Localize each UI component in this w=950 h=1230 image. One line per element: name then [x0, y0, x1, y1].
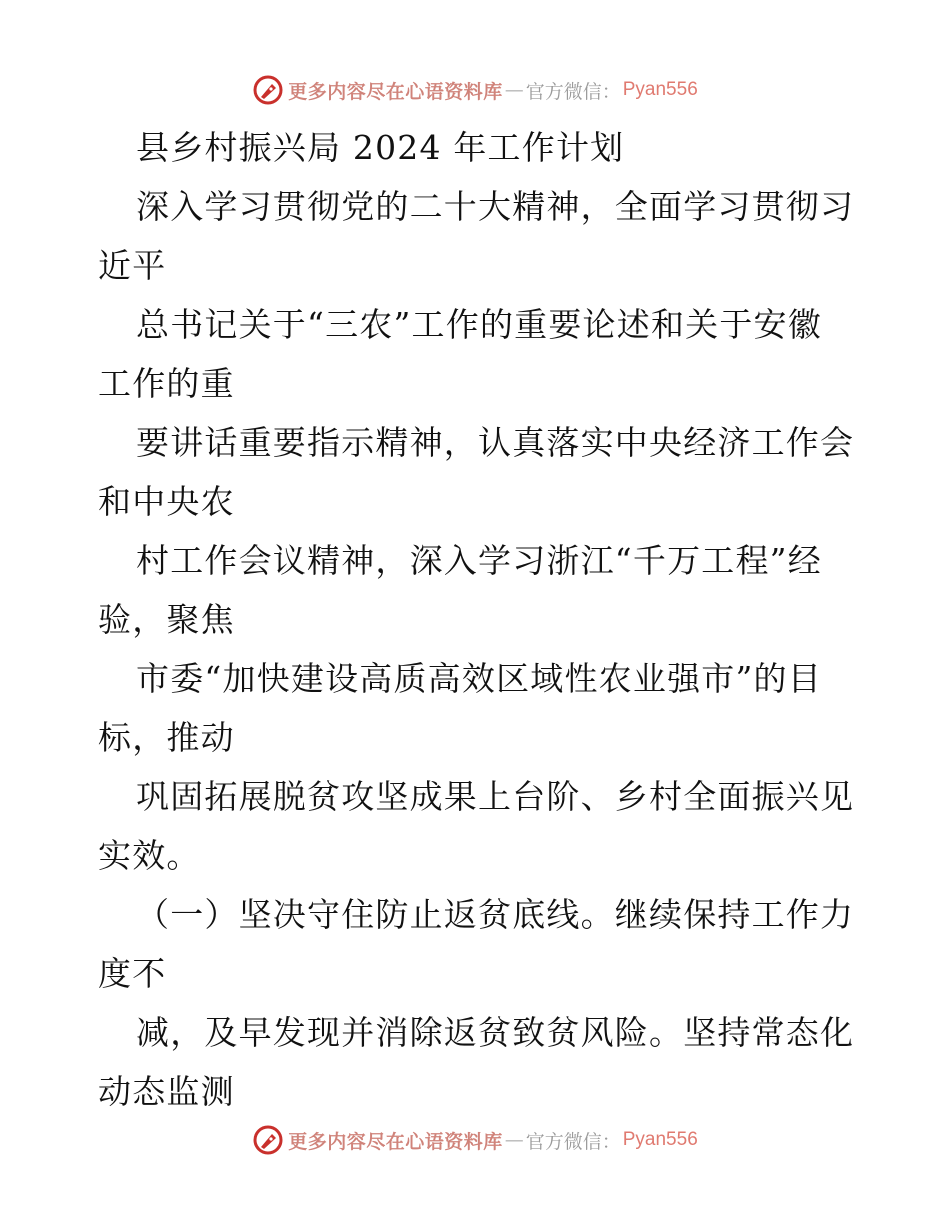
text-line: 巩固拓展脱贫攻坚成果上台阶、乡村全面振兴见 [136, 777, 855, 816]
pen-nib-logo-icon [252, 1124, 284, 1156]
text-line: 市委“加快建设高质高效区域性农业强市”的目 [136, 659, 822, 698]
watermark-separator: — [504, 1129, 524, 1151]
wechat-label: 官方微信： [525, 80, 621, 103]
header-watermark [0, 72, 950, 108]
footer-watermark [0, 1122, 950, 1158]
text-line: 实效。 [98, 836, 201, 875]
watermark-text: 更多内容尽在心语资料库 [288, 80, 503, 103]
text-line: 深入学习贯彻党的二十大精神，全面学习贯彻习 [136, 187, 855, 226]
text-line: 验，聚焦 [98, 600, 235, 639]
watermark-separator: — [504, 79, 524, 101]
pen-nib-logo-icon [252, 74, 284, 106]
text-line: 近平 [98, 246, 167, 285]
text-line: 减，及早发现并消除返贫致贫风险。坚持常态化 [136, 1013, 855, 1052]
text-line: 和中央农 [98, 482, 235, 521]
watermark-text: 更多内容尽在心语资料库 [288, 1130, 503, 1153]
document-body [98, 124, 858, 1127]
text-line: 度不 [98, 954, 167, 993]
text-line: 村工作会议精神，深入学习浙江“千万工程”经 [136, 541, 822, 580]
text-line: 要讲话重要指示精神，认真落实中央经济工作会 [136, 423, 855, 462]
text-line: 工作的重 [98, 364, 235, 403]
text-line: 总书记关于“三农”工作的重要论述和关于安徽 [136, 305, 822, 344]
wechat-label: 官方微信： [525, 1130, 621, 1153]
wechat-id: Pyan556 [622, 1129, 698, 1150]
text-line: 标，推动 [98, 718, 235, 757]
wechat-id: Pyan556 [622, 79, 698, 100]
section-heading-line: （一）坚决守住防止返贫底线。继续保持工作力 [136, 895, 855, 934]
document-title: 县乡村振兴局 2024 年工作计划 [136, 128, 625, 167]
text-line: 动态监测 [98, 1072, 235, 1111]
